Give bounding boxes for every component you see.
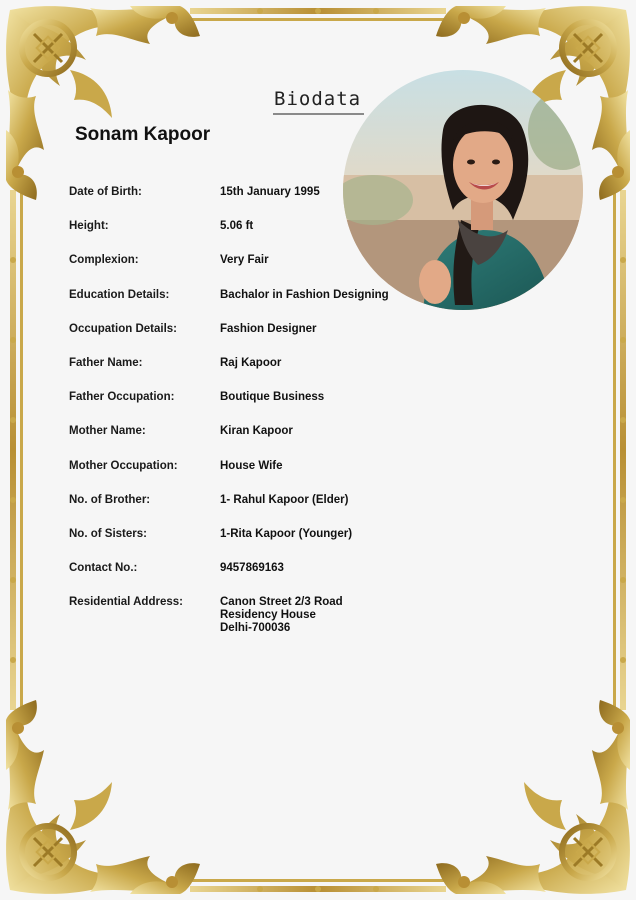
detail-value: Boutique Business: [220, 391, 325, 404]
detail-value: Kiran Kapoor: [220, 425, 293, 438]
detail-label: No. of Sisters:: [69, 527, 147, 540]
detail-label: Father Name:: [69, 356, 143, 369]
detail-row-address: [69, 596, 409, 635]
detail-row-brothers: [69, 494, 409, 528]
detail-value: 5.06 ft: [220, 220, 254, 233]
detail-value: 1-Rita Kapoor (Younger): [220, 527, 353, 540]
detail-row-education: [69, 289, 409, 323]
detail-label: Occupation Details:: [69, 322, 177, 335]
detail-label: Height:: [69, 220, 109, 233]
detail-row-complexion: [69, 254, 409, 288]
detail-label: Mother Occupation:: [69, 459, 178, 472]
detail-row-height: [69, 220, 409, 254]
details-list: [69, 186, 409, 635]
detail-value: 15th January 1995: [220, 186, 320, 198]
detail-value: 9457869163: [220, 562, 284, 575]
biodata-heading: Biodata: [274, 88, 362, 110]
detail-label: Father Occupation:: [69, 391, 175, 404]
detail-value: House Wife: [220, 459, 283, 472]
detail-row-dob: [69, 186, 409, 220]
detail-row-mother-name: [69, 425, 409, 459]
detail-label: Mother Name:: [69, 425, 146, 438]
detail-value: Bachalor in Fashion Designing: [220, 288, 389, 301]
detail-row-mother-occupation: [69, 460, 409, 494]
heading-underline: [273, 113, 364, 115]
detail-row-contact: [69, 562, 409, 596]
detail-row-occupation: [69, 323, 409, 357]
detail-value: 1- Rahul Kapoor (Elder): [220, 493, 349, 506]
detail-label: Date of Birth:: [69, 186, 142, 198]
detail-label: Contact No.:: [69, 562, 138, 575]
detail-label: Residential Address:: [69, 596, 183, 609]
detail-label: Complexion:: [69, 254, 139, 267]
detail-value: Canon Street 2/3 Road Residency House Delhi-700036: [220, 596, 343, 635]
detail-row-father-occupation: [69, 391, 409, 425]
detail-value: Raj Kapoor: [220, 356, 282, 369]
detail-row-sisters: [69, 528, 409, 562]
detail-value: Very Fair: [220, 254, 269, 267]
detail-label: No. of Brother:: [69, 493, 151, 506]
detail-label: Education Details:: [69, 288, 170, 301]
person-name: Sonam Kapoor: [75, 124, 211, 145]
detail-value: Fashion Designer: [220, 322, 317, 335]
detail-row-father-name: [69, 357, 409, 391]
